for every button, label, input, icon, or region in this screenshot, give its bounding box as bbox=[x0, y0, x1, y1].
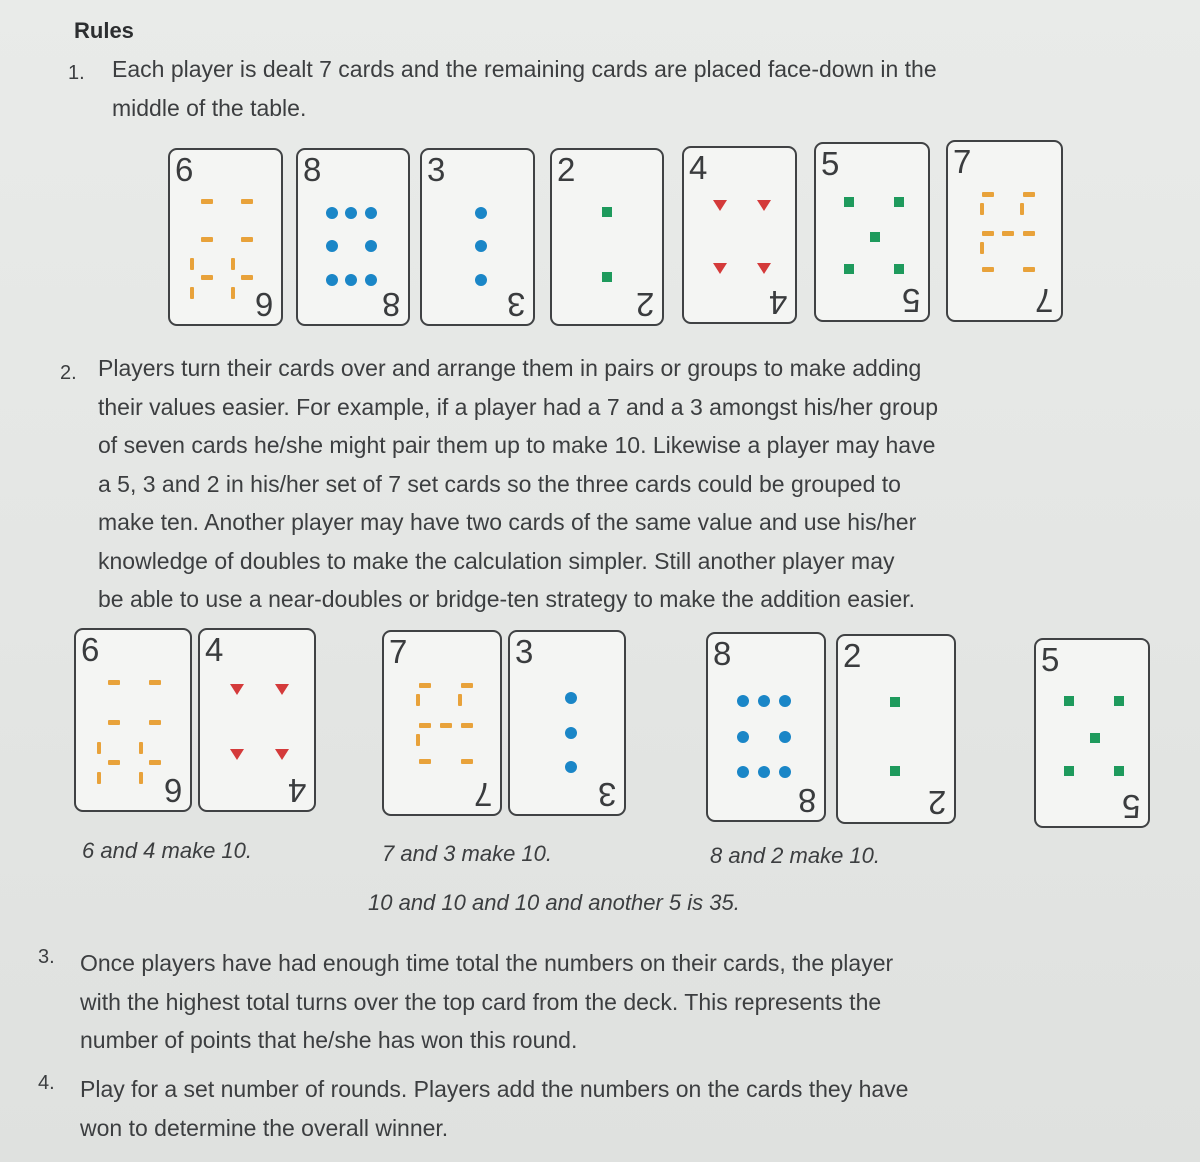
orange-bar-pip bbox=[190, 258, 194, 270]
card-value-rotated: 3 bbox=[597, 776, 616, 813]
card-value-rotated: 5 bbox=[901, 282, 920, 319]
grouped-card-2 bbox=[836, 634, 956, 824]
card-value-rotated: 4 bbox=[768, 284, 787, 321]
orange-bar-pip bbox=[201, 199, 213, 204]
green-square-pip bbox=[890, 697, 900, 707]
red-triangle-pip bbox=[275, 684, 289, 695]
card-value-rotated: 3 bbox=[506, 286, 525, 323]
orange-bar-pip bbox=[980, 242, 984, 254]
orange-bar-pip bbox=[461, 759, 473, 764]
orange-bar-pips bbox=[948, 142, 1061, 320]
card-value-rotated: 8 bbox=[797, 782, 816, 819]
rule-2-line-6: knowledge of doubles to make the calculation simpler. Still another player may bbox=[98, 547, 895, 574]
orange-bar-pips bbox=[384, 632, 500, 814]
orange-bar-pip bbox=[419, 759, 431, 764]
orange-bar-pip bbox=[419, 723, 431, 728]
orange-bar-pip bbox=[982, 231, 994, 236]
rule-3-number: 3. bbox=[38, 946, 55, 968]
blue-dot-pip bbox=[779, 766, 791, 778]
rule-2-line-7: be able to use a near-doubles or bridge-ten strategy to make the addition easier. bbox=[98, 586, 916, 612]
green-square-pip bbox=[890, 766, 900, 776]
orange-bar-pip bbox=[108, 760, 120, 765]
orange-bar-pip bbox=[201, 275, 213, 280]
blue-dot-pip bbox=[326, 274, 338, 286]
blue-dot-pips bbox=[708, 634, 824, 820]
green-square-pip bbox=[1064, 766, 1074, 776]
card-value-rotated: 2 bbox=[635, 286, 654, 323]
grouped-card-7 bbox=[382, 630, 502, 816]
rule-1-line-2: middle of the table. bbox=[112, 94, 307, 121]
red-triangle-pip bbox=[230, 749, 244, 760]
rule-2-number: 2. bbox=[60, 362, 77, 384]
card-value: 7 bbox=[953, 143, 972, 180]
rule-3-text bbox=[80, 944, 893, 1060]
rule-1-number: 1. bbox=[68, 62, 85, 84]
green-square-pip bbox=[870, 232, 880, 242]
rule-2-line-2: their values easier. For example, if a player had a 7 and a 3 amongst his/her group bbox=[98, 393, 938, 420]
green-square-pip bbox=[844, 264, 854, 274]
caption-total: 10 and 10 and 10 and another 5 is 35. bbox=[368, 890, 740, 915]
orange-bar-pip bbox=[190, 287, 194, 299]
blue-dot-pip bbox=[737, 695, 749, 707]
rule-3-line-3: number of points that he/she has won this round. bbox=[80, 1027, 578, 1053]
caption-seven-and-three: 7 and 3 make 10. bbox=[382, 841, 553, 866]
card-value: 2 bbox=[557, 151, 576, 188]
green-square-pip bbox=[894, 264, 904, 274]
grouped-card-6 bbox=[74, 628, 192, 812]
rule-4-text bbox=[80, 1070, 908, 1147]
red-triangle-pip bbox=[230, 684, 244, 695]
blue-dot-pip bbox=[737, 731, 749, 743]
orange-bar-pip bbox=[201, 237, 213, 242]
orange-bar-pip bbox=[1023, 192, 1035, 197]
orange-bar-pip bbox=[231, 287, 235, 299]
green-square-pip bbox=[1114, 766, 1124, 776]
blue-dot-pip bbox=[475, 207, 487, 219]
green-square-pips bbox=[1036, 640, 1148, 826]
orange-bar-pip bbox=[241, 199, 253, 204]
card-value: 3 bbox=[515, 633, 534, 670]
orange-bar-pip bbox=[108, 680, 120, 685]
grouped-card-5 bbox=[1034, 638, 1150, 828]
red-triangle-pip bbox=[757, 263, 771, 274]
green-square-pip bbox=[602, 272, 612, 282]
card-value-rotated: 7 bbox=[473, 776, 492, 813]
orange-bar-pip bbox=[1020, 203, 1024, 215]
rule-4-number: 4. bbox=[38, 1072, 55, 1094]
dealt-card-2 bbox=[550, 148, 664, 326]
green-square-pips bbox=[816, 144, 928, 320]
card-value: 2 bbox=[843, 637, 862, 674]
orange-bar-pip bbox=[440, 723, 452, 728]
card-value-rotated: 8 bbox=[381, 286, 400, 323]
orange-bar-pip bbox=[419, 683, 431, 688]
blue-dot-pip bbox=[475, 274, 487, 286]
green-square-pip bbox=[844, 197, 854, 207]
red-triangle-pip bbox=[713, 263, 727, 274]
card-value: 5 bbox=[821, 145, 840, 182]
orange-bar-pip bbox=[1002, 231, 1014, 236]
orange-bar-pip bbox=[458, 694, 462, 706]
card-value-rotated: 7 bbox=[1034, 282, 1053, 319]
card-value: 6 bbox=[175, 151, 194, 188]
red-triangle-pip bbox=[757, 200, 771, 211]
orange-bar-pip bbox=[416, 694, 420, 706]
blue-dot-pip bbox=[365, 240, 377, 252]
rule-2-line-4: a 5, 3 and 2 in his/her set of 7 set cards so the three cards could be grouped to bbox=[98, 470, 901, 497]
orange-bar-pip bbox=[139, 772, 143, 784]
green-square-pip bbox=[1090, 733, 1100, 743]
rules-heading: Rules bbox=[74, 18, 134, 43]
blue-dot-pip bbox=[779, 731, 791, 743]
green-square-pip bbox=[1114, 696, 1124, 706]
dealt-card-8 bbox=[296, 148, 410, 326]
card-value: 3 bbox=[427, 151, 446, 188]
card-value-rotated: 4 bbox=[287, 772, 306, 809]
card-value-rotated: 2 bbox=[927, 784, 946, 821]
grouped-card-3 bbox=[508, 630, 626, 816]
card-value-rotated: 5 bbox=[1121, 788, 1140, 825]
blue-dot-pip bbox=[779, 695, 791, 707]
blue-dot-pip bbox=[326, 207, 338, 219]
grouped-card-4 bbox=[198, 628, 316, 812]
orange-bar-pip bbox=[97, 772, 101, 784]
blue-dot-pips bbox=[298, 150, 408, 324]
green-square-pips bbox=[838, 636, 954, 822]
orange-bar-pip bbox=[241, 275, 253, 280]
rule-4-line-1: Play for a set number of rounds. Players add the numbers on the cards they have bbox=[80, 1076, 909, 1102]
orange-bar-pip bbox=[416, 734, 420, 746]
blue-dot-pip bbox=[758, 766, 770, 778]
rule-3-line-2: with the highest total turns over the top card from the deck. This represents the bbox=[80, 988, 882, 1015]
green-square-pip bbox=[1064, 696, 1074, 706]
card-value-rotated: 6 bbox=[254, 286, 273, 323]
orange-bar-pip bbox=[982, 267, 994, 272]
rule-2-line-5: make ten. Another player may have two cards of the same value and use his/her bbox=[98, 509, 917, 535]
blue-dot-pips bbox=[422, 150, 533, 324]
orange-bar-pip bbox=[982, 192, 994, 197]
rule-2-text bbox=[98, 349, 938, 619]
blue-dot-pip bbox=[758, 695, 770, 707]
orange-bar-pip bbox=[139, 742, 143, 754]
dealt-card-3 bbox=[420, 148, 535, 326]
orange-bar-pip bbox=[149, 720, 161, 725]
blue-dot-pip bbox=[365, 207, 377, 219]
rule-4-line-2: won to determine the overall winner. bbox=[80, 1114, 449, 1141]
orange-bar-pip bbox=[980, 203, 984, 215]
rule-3-line-1: Once players have had enough time total the numbers on their cards, the player bbox=[80, 950, 894, 976]
red-triangle-pips bbox=[684, 148, 795, 322]
card-value: 8 bbox=[713, 635, 732, 672]
card-value: 6 bbox=[81, 631, 100, 668]
orange-bar-pip bbox=[231, 258, 235, 270]
blue-dot-pip bbox=[737, 766, 749, 778]
red-triangle-pip bbox=[713, 200, 727, 211]
card-value: 8 bbox=[303, 151, 322, 188]
dealt-card-6 bbox=[168, 148, 283, 326]
blue-dot-pips bbox=[510, 632, 624, 814]
blue-dot-pip bbox=[326, 240, 338, 252]
orange-bar-pip bbox=[461, 723, 473, 728]
blue-dot-pip bbox=[345, 207, 357, 219]
orange-bar-pip bbox=[241, 237, 253, 242]
rule-2-line-1: Players turn their cards over and arrange them in pairs or groups to make adding bbox=[98, 355, 922, 381]
caption-eight-and-two: 8 and 2 make 10. bbox=[710, 843, 881, 868]
card-value: 4 bbox=[689, 149, 708, 186]
rule-1-text bbox=[112, 50, 937, 127]
orange-bar-pip bbox=[461, 683, 473, 688]
blue-dot-pip bbox=[475, 240, 487, 252]
blue-dot-pip bbox=[365, 274, 377, 286]
red-triangle-pips bbox=[200, 630, 314, 810]
green-square-pips bbox=[552, 150, 662, 324]
card-value: 7 bbox=[389, 633, 408, 670]
blue-dot-pip bbox=[565, 692, 577, 704]
blue-dot-pip bbox=[345, 274, 357, 286]
rule-2-line-3: of seven cards he/she might pair them up to make 10. Likewise a player may have bbox=[98, 432, 936, 458]
rule-1-line-1: Each player is dealt 7 cards and the remaining cards are placed face-down in the bbox=[112, 56, 937, 82]
orange-bar-pip bbox=[97, 742, 101, 754]
card-value-rotated: 6 bbox=[163, 772, 182, 809]
orange-bar-pip bbox=[1023, 231, 1035, 236]
blue-dot-pip bbox=[565, 727, 577, 739]
green-square-pip bbox=[602, 207, 612, 217]
orange-bar-pips bbox=[76, 630, 190, 810]
caption-six-and-four: 6 and 4 make 10. bbox=[82, 838, 253, 863]
card-value: 5 bbox=[1041, 641, 1060, 678]
blue-dot-pip bbox=[565, 761, 577, 773]
red-triangle-pip bbox=[275, 749, 289, 760]
card-value: 4 bbox=[205, 631, 224, 668]
orange-bar-pip bbox=[108, 720, 120, 725]
orange-bar-pip bbox=[1023, 267, 1035, 272]
dealt-card-7 bbox=[946, 140, 1063, 322]
grouped-card-8 bbox=[706, 632, 826, 822]
orange-bar-pips bbox=[170, 150, 281, 324]
orange-bar-pip bbox=[149, 760, 161, 765]
dealt-card-4 bbox=[682, 146, 797, 324]
dealt-card-5 bbox=[814, 142, 930, 322]
green-square-pip bbox=[894, 197, 904, 207]
orange-bar-pip bbox=[149, 680, 161, 685]
